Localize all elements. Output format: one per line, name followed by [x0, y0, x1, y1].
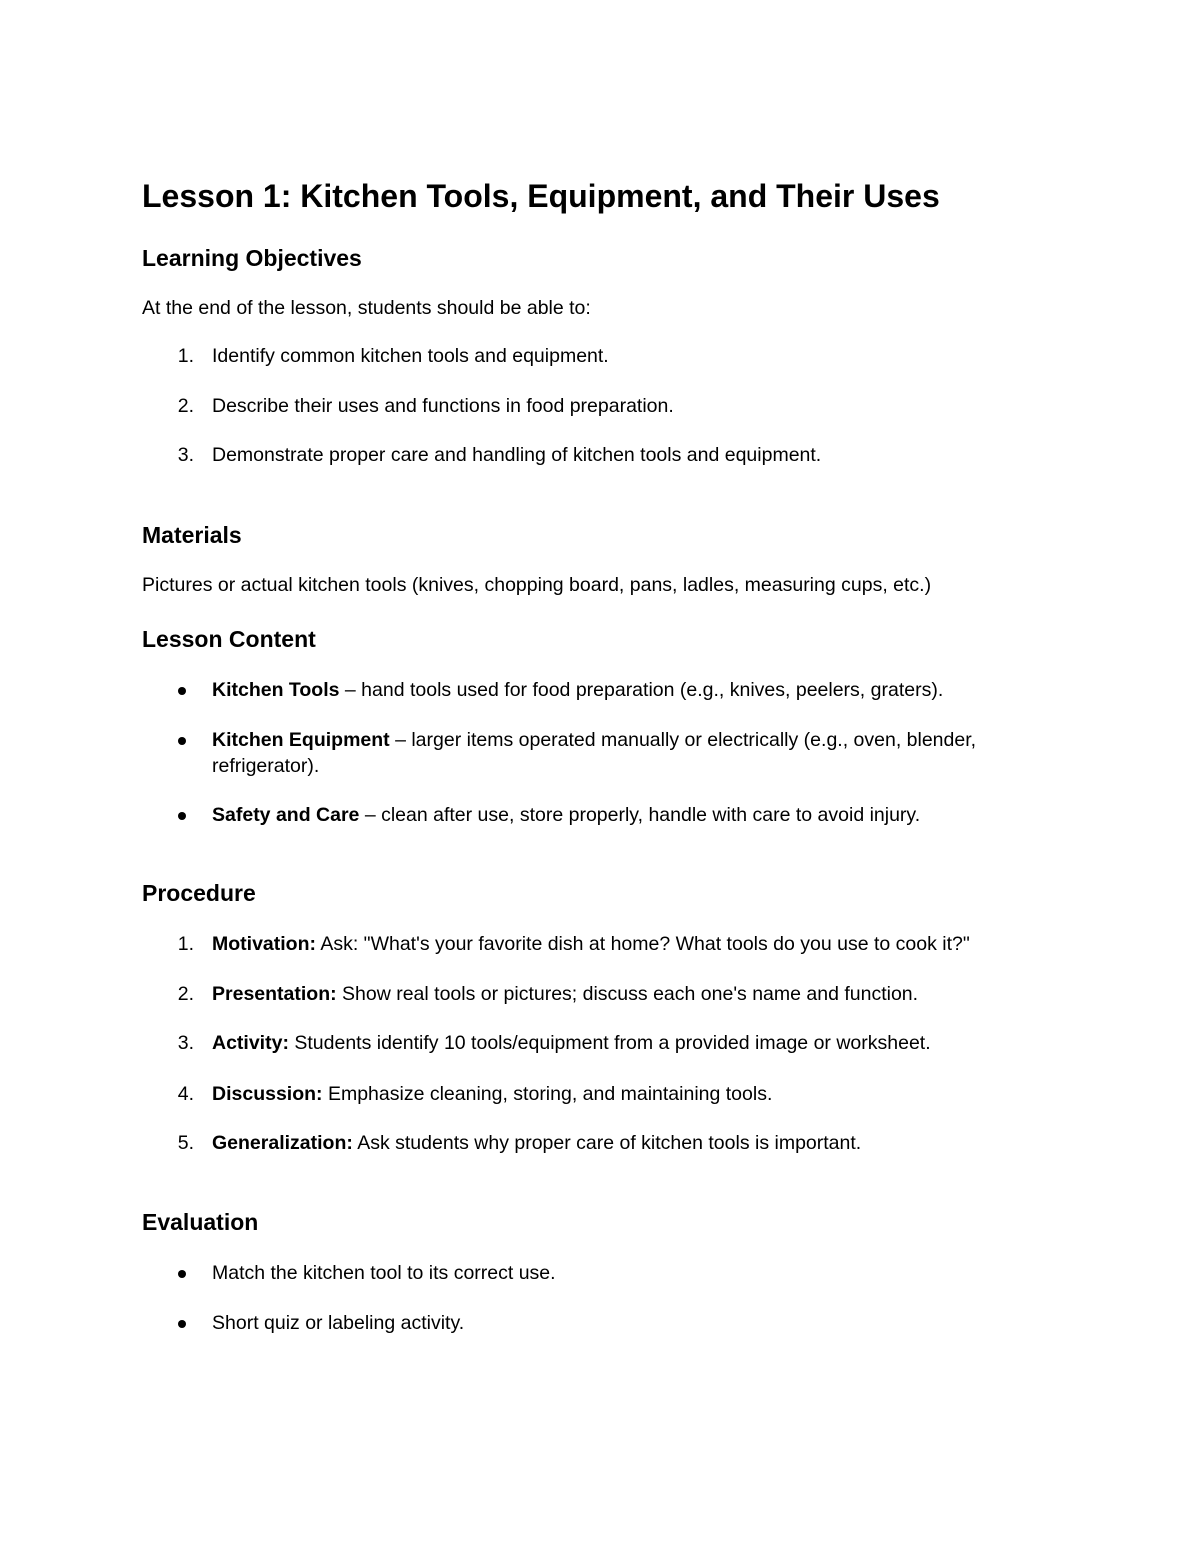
procedure-number: 5. — [177, 1132, 194, 1154]
procedure-description: Ask students why proper care of kitchen tools is important. — [352, 1132, 862, 1154]
procedure-term: Motivation: — [212, 933, 316, 955]
bullet-icon — [178, 687, 186, 695]
objective-number: 1. — [177, 345, 194, 367]
procedure-number: 4. — [177, 1083, 194, 1105]
content-term: Kitchen Equipment — [212, 729, 390, 751]
procedure-term: Presentation: — [212, 983, 337, 1005]
content-description: – clean after use, store properly, handle with care to avoid injury. — [359, 804, 921, 826]
objectives-heading: Learning Objectives — [142, 245, 362, 271]
objective-number: 3. — [177, 444, 194, 466]
bullet-icon — [178, 812, 186, 820]
procedure-number: 2. — [177, 983, 194, 1005]
objective-item: Describe their uses and functions in food preparation. — [212, 395, 674, 417]
objective-number: 2. — [177, 395, 194, 417]
procedure-number: 3. — [177, 1032, 194, 1054]
content-item — [212, 727, 1072, 779]
content-term: Kitchen Tools — [212, 679, 340, 701]
page-title: Lesson 1: Kitchen Tools, Equipment, and Their Uses — [142, 178, 940, 214]
content-description: – larger items operated manually or electrically (e.g., oven, blender, refrigerator). — [212, 729, 977, 777]
procedure-description: Emphasize cleaning, storing, and maintaining tools. — [322, 1083, 773, 1105]
evaluation-item: Short quiz or labeling activity. — [212, 1312, 465, 1334]
objective-item: Identify common kitchen tools and equipment. — [212, 345, 609, 367]
bullet-icon — [178, 1270, 186, 1278]
content-item — [212, 802, 1072, 828]
procedure-item — [212, 1029, 931, 1057]
materials-text: Pictures or actual kitchen tools (knives, chopping board, pans, ladles, measuring cups, etc.) — [142, 574, 932, 596]
evaluation-item: Match the kitchen tool to its correct use. — [212, 1262, 556, 1284]
procedure-item — [212, 930, 970, 958]
bullet-icon — [178, 737, 186, 745]
materials-heading: Materials — [142, 522, 242, 548]
objective-item: Demonstrate proper care and handling of kitchen tools and equipment. — [212, 444, 822, 466]
content-description: – hand tools used for food preparation (e.g., knives, peelers, graters). — [339, 679, 944, 701]
procedure-term: Activity: — [212, 1032, 289, 1054]
procedure-term: Discussion: — [212, 1083, 323, 1105]
procedure-description: Show real tools or pictures; discuss each one's name and function. — [336, 983, 919, 1005]
procedure-number: 1. — [177, 933, 194, 955]
evaluation-heading: Evaluation — [142, 1209, 259, 1235]
objectives-intro: At the end of the lesson, students should be able to: — [142, 297, 591, 319]
procedure-term: Generalization: — [212, 1132, 353, 1154]
content-item — [212, 677, 1072, 703]
procedure-description: Students identify 10 tools/equipment from a provided image or worksheet. — [288, 1032, 931, 1054]
procedure-item — [212, 1080, 772, 1108]
procedure-item — [212, 1129, 861, 1157]
procedure-description: Ask: "What's your favorite dish at home? What tools do you use to cook it?" — [315, 933, 970, 955]
procedure-item — [212, 980, 918, 1008]
content-term: Safety and Care — [212, 804, 360, 826]
content-heading: Lesson Content — [142, 626, 316, 652]
bullet-icon — [178, 1320, 186, 1328]
procedure-heading: Procedure — [142, 880, 256, 906]
